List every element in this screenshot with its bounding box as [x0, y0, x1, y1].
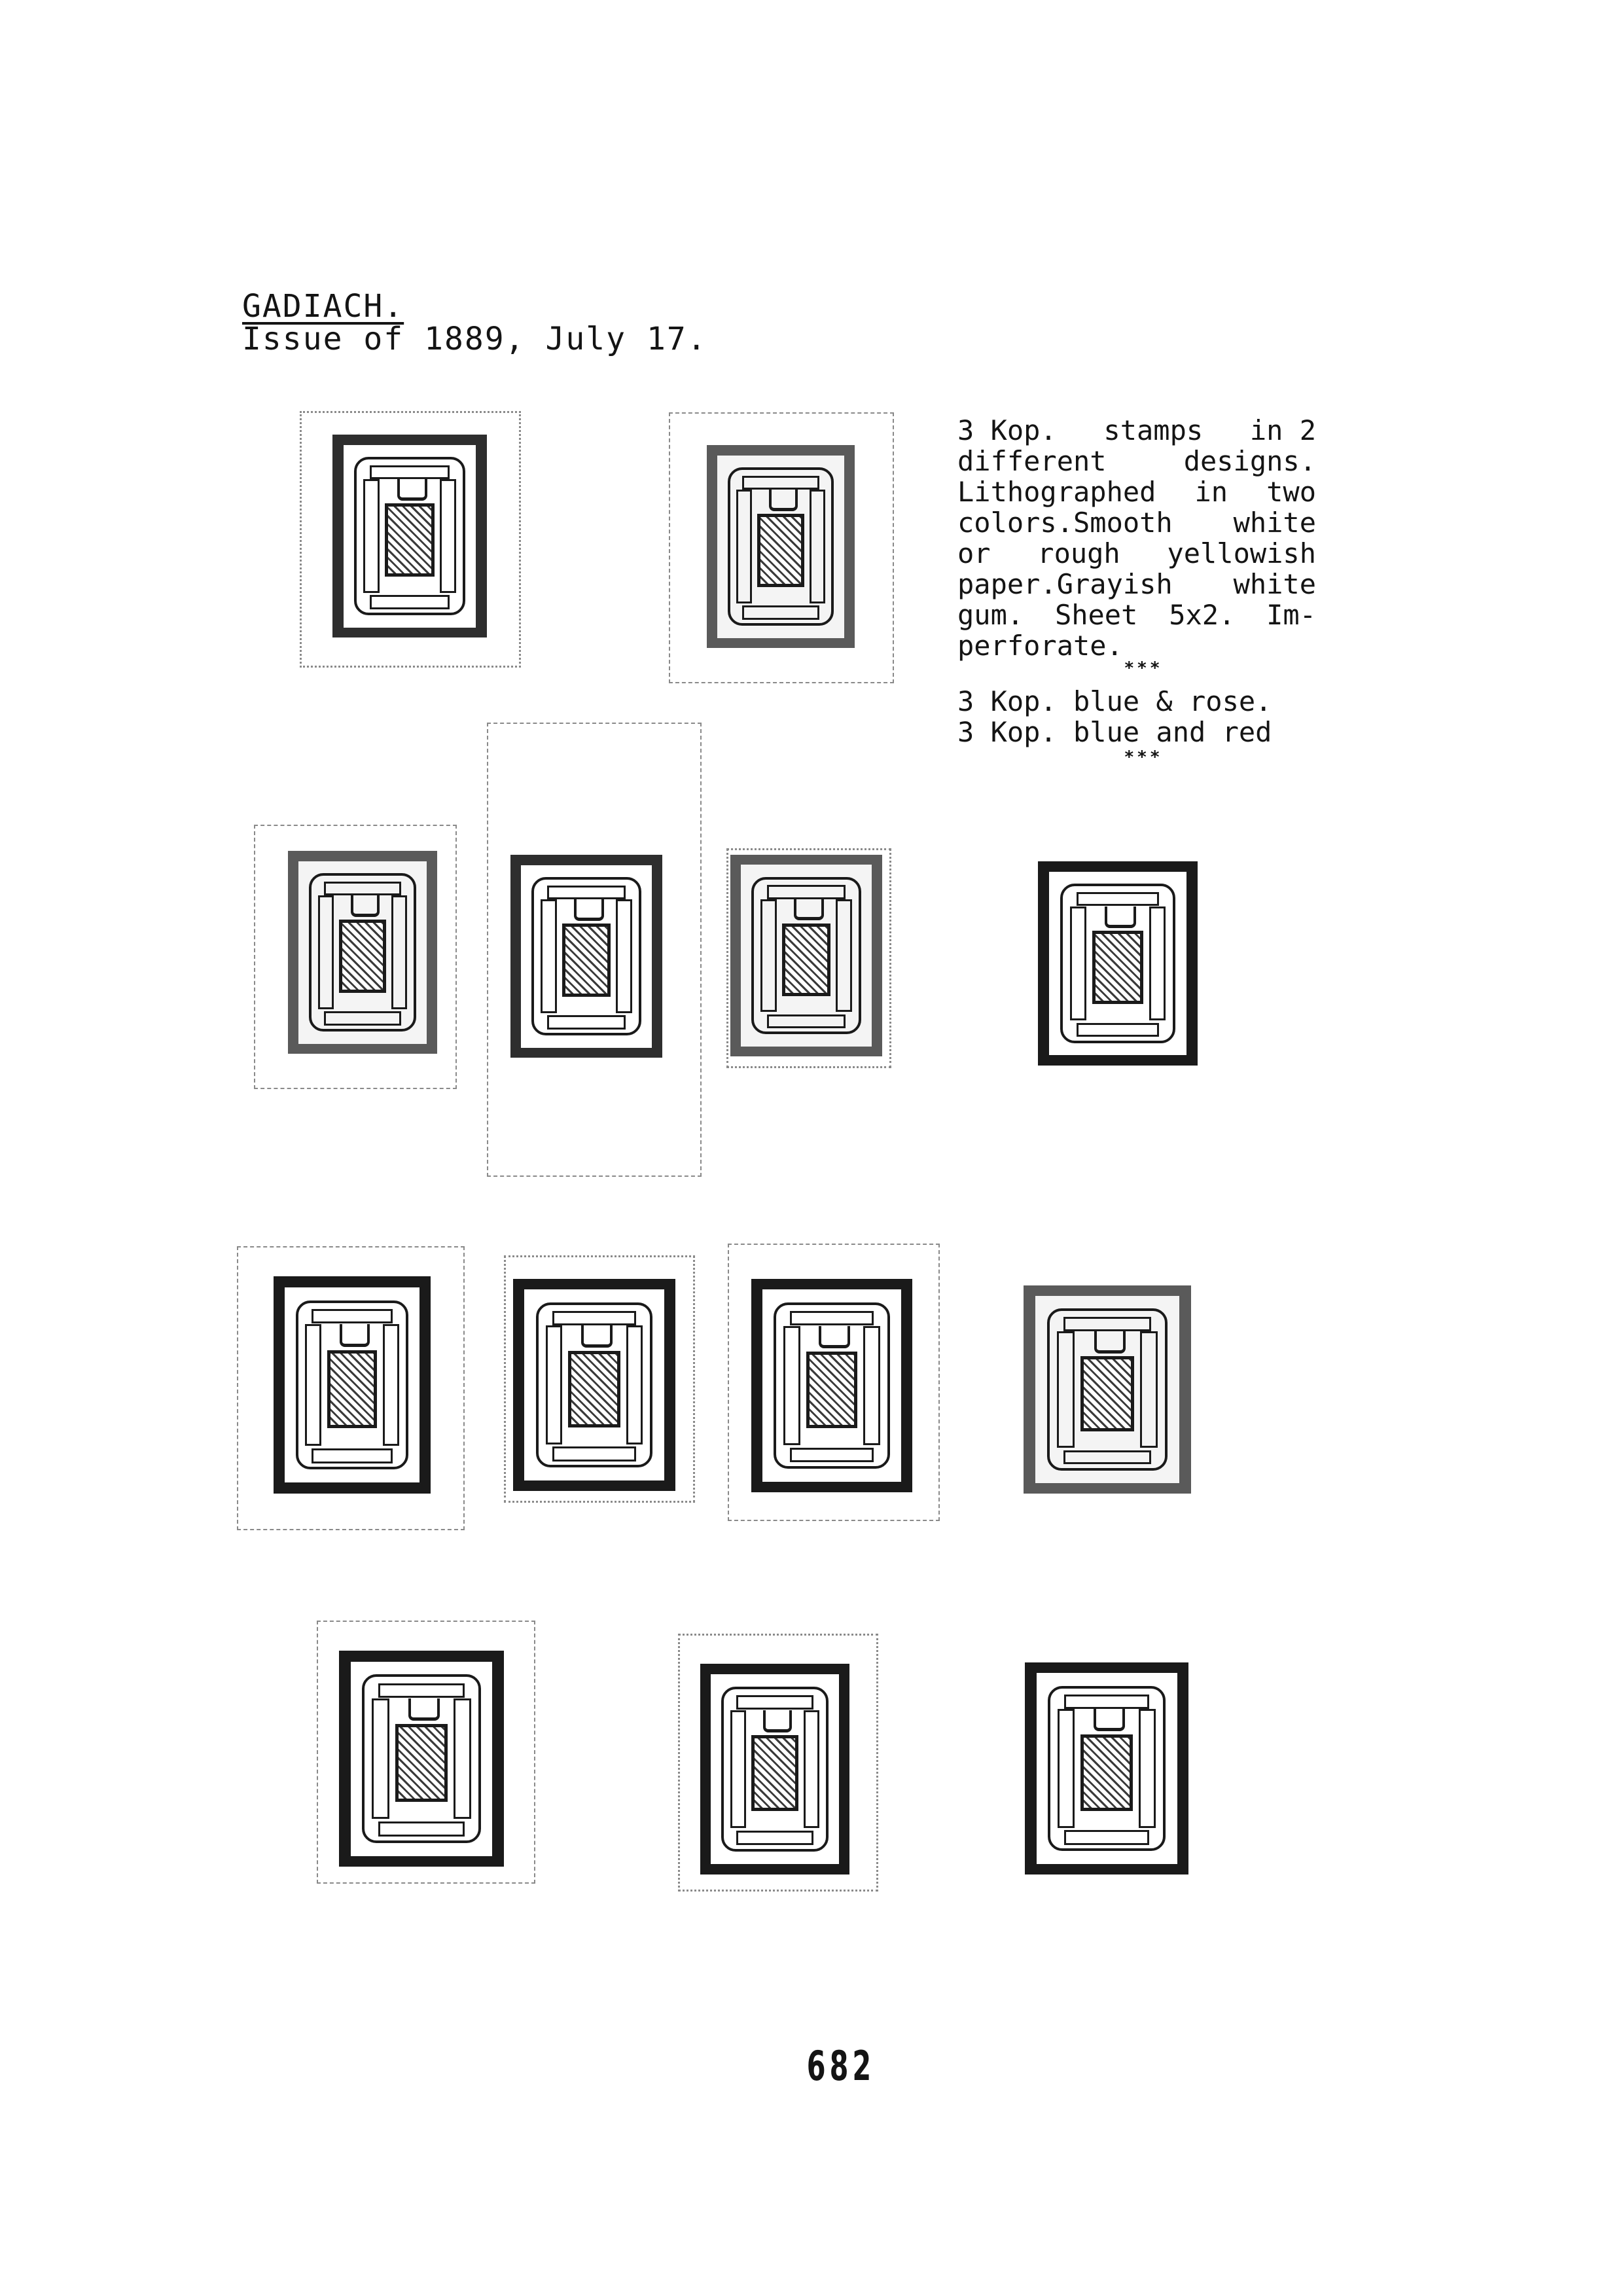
- variety-line: 3 Kop. blue and red: [957, 716, 1272, 748]
- stamp: [332, 435, 487, 637]
- separator: ***: [1124, 658, 1163, 678]
- crown-icon: [1105, 906, 1135, 928]
- variety-line: 3 Kop. blue & rose.: [957, 685, 1272, 717]
- stamp: [1038, 861, 1198, 1066]
- stamp: [339, 1651, 504, 1867]
- description-line: colors.Smooth white: [957, 507, 1316, 539]
- description-line: or rough yellowish: [957, 537, 1316, 569]
- description-line: Lithographed in two: [957, 476, 1316, 508]
- description-line: paper.Grayish white: [957, 568, 1316, 600]
- crown-icon: [763, 1710, 792, 1732]
- crown-icon: [581, 1325, 613, 1348]
- coat-of-arms-icon: [1092, 931, 1143, 1004]
- coat-of-arms-icon: [782, 924, 830, 996]
- catalogue-title: GADIACH.: [242, 288, 404, 325]
- stamp: [510, 855, 662, 1058]
- coat-of-arms-icon: [327, 1350, 378, 1429]
- description-line: 3 Kop. stamps in 2: [957, 414, 1316, 446]
- stamp: [1024, 1285, 1191, 1494]
- coat-of-arms-icon: [339, 920, 387, 993]
- crown-icon: [769, 490, 798, 511]
- stamp: [730, 855, 882, 1056]
- coat-of-arms-icon: [385, 503, 435, 577]
- crown-icon: [574, 899, 603, 921]
- crown-icon: [1094, 1331, 1126, 1354]
- description-line: perforate.: [957, 630, 1123, 662]
- stamp: [288, 851, 437, 1054]
- crown-icon: [408, 1698, 440, 1721]
- crown-icon: [351, 895, 380, 917]
- stamp: [700, 1664, 849, 1874]
- stamp: [707, 445, 855, 648]
- separator: ***: [1124, 747, 1163, 767]
- coat-of-arms-icon: [562, 924, 611, 997]
- coat-of-arms-icon: [568, 1351, 620, 1427]
- stamp: [274, 1276, 431, 1494]
- crown-icon: [397, 479, 427, 501]
- coat-of-arms-icon: [806, 1352, 858, 1428]
- coat-of-arms-icon: [395, 1724, 448, 1802]
- page-number: 682: [806, 2042, 876, 2090]
- stamp: [1025, 1662, 1188, 1874]
- stamp: [751, 1279, 912, 1492]
- crown-icon: [1094, 1709, 1125, 1731]
- coat-of-arms-icon: [757, 514, 804, 587]
- crown-icon: [340, 1324, 370, 1347]
- description-line: different designs.: [957, 445, 1316, 477]
- stamp: [513, 1279, 675, 1491]
- issue-date: Issue of 1889, July 17.: [242, 321, 707, 357]
- description-block: [957, 415, 1316, 767]
- description-line: gum. Sheet 5x2. Im-: [957, 599, 1316, 631]
- coat-of-arms-icon: [1080, 1356, 1134, 1431]
- crown-icon: [794, 899, 823, 921]
- coat-of-arms-icon: [1080, 1734, 1133, 1811]
- coat-of-arms-icon: [751, 1735, 799, 1811]
- crown-icon: [819, 1326, 849, 1348]
